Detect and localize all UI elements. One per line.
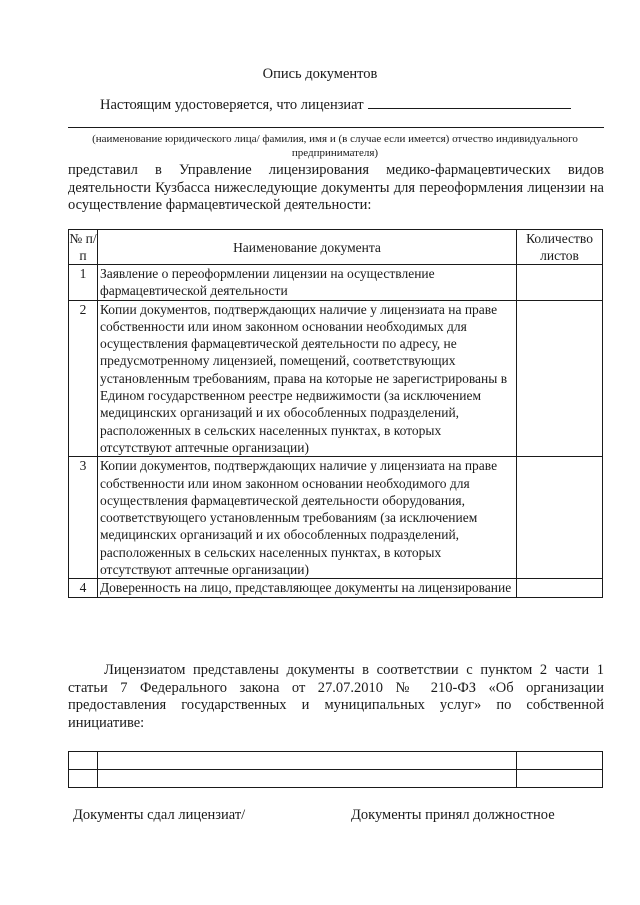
certify-text: Настоящим удостоверяется, что лицензиат	[100, 97, 364, 113]
row-sheet-count[interactable]	[517, 265, 603, 301]
header-number: № п/п	[69, 231, 97, 263]
licensee-name-note: (наименование юридического лица/ фамилия, имя и (в случае если имеется) отчество индивидуального предпринимателя)	[92, 133, 578, 159]
blank-cell[interactable]	[517, 752, 603, 770]
blank-cell[interactable]	[69, 752, 98, 770]
row-document-name: Доверенность на лицо, представляющее документы на лицензирование	[97, 579, 516, 597]
table-row	[69, 457, 603, 579]
header-document-name: Наименование документа	[97, 230, 516, 265]
licensee-name-line[interactable]	[68, 127, 604, 128]
table-row	[69, 579, 603, 597]
blank-cell[interactable]	[97, 770, 516, 788]
row-sheet-count[interactable]	[517, 579, 603, 597]
row-document-name: Копии документов, подтверждающих наличие у лицензиата на праве собственности или ином законном основании необходимого для осуществления фармацевтической деятельности оборудования, соответствующего установленным требованиям (за исключением медицинских организаций и их обособленных подразделений, расположенных в сельских населенных пунктах, в которых отсутствуют аптечные организации)	[97, 457, 516, 579]
intro-paragraph: представил в Управление лицензирования медико-фармацевтических видов деятельности Кузбасса нижеследующие документы для переоформления лицензии на осуществление фармацевтической деятельности:	[68, 162, 604, 213]
documents-table	[68, 229, 603, 598]
additional-documents-table	[68, 751, 603, 788]
table-row	[69, 300, 603, 457]
table-row	[69, 265, 603, 301]
table-header-row	[69, 230, 603, 265]
row-document-name: Копии документов, подтверждающих наличие у лицензиата на праве собственности или ином законном основании необходимых для осуществления фармацевтической деятельности по адресу, не предусмотренному лицензией, помещений, соответствующих установленным требованиям, права на которые не зарегистрированы в Едином государственном реестре недвижимости (за исключением медицинских организаций и их обособленных подразделений, расположенных в сельских населенных пунктах, в которых отсутствуют аптечные организации)	[97, 300, 516, 457]
row-sheet-count[interactable]	[517, 457, 603, 579]
certification-line	[100, 95, 571, 114]
table-row	[69, 752, 603, 770]
row-document-name: Заявление о переоформлении лицензии на осуществление фармацевтической деятельности	[97, 265, 516, 301]
row-number: 3	[69, 457, 98, 579]
document-title: Опись документов	[262, 66, 378, 82]
row-number: 2	[69, 300, 98, 457]
row-number: 4	[69, 579, 98, 597]
accepted-by-label: Документы принял должностное	[351, 807, 555, 823]
row-number: 1	[69, 265, 98, 301]
submitted-by-label: Документы сдал лицензиат/	[73, 807, 246, 823]
blank-cell[interactable]	[97, 752, 516, 770]
table-row	[69, 770, 603, 788]
licensee-name-blank[interactable]	[368, 95, 571, 109]
outro-paragraph: Лицензиатом представлены документы в соответствии с пунктом 2 части 1 статьи 7 Федерального закона от 27.07.2010 № 210-ФЗ «Об организации предоставления государственных и муниципальных услуг» по собственной инициативе:	[68, 662, 604, 731]
header-sheet-count: Количество листов	[517, 230, 603, 265]
row-sheet-count[interactable]	[517, 300, 603, 457]
blank-cell[interactable]	[517, 770, 603, 788]
blank-cell[interactable]	[69, 770, 98, 788]
